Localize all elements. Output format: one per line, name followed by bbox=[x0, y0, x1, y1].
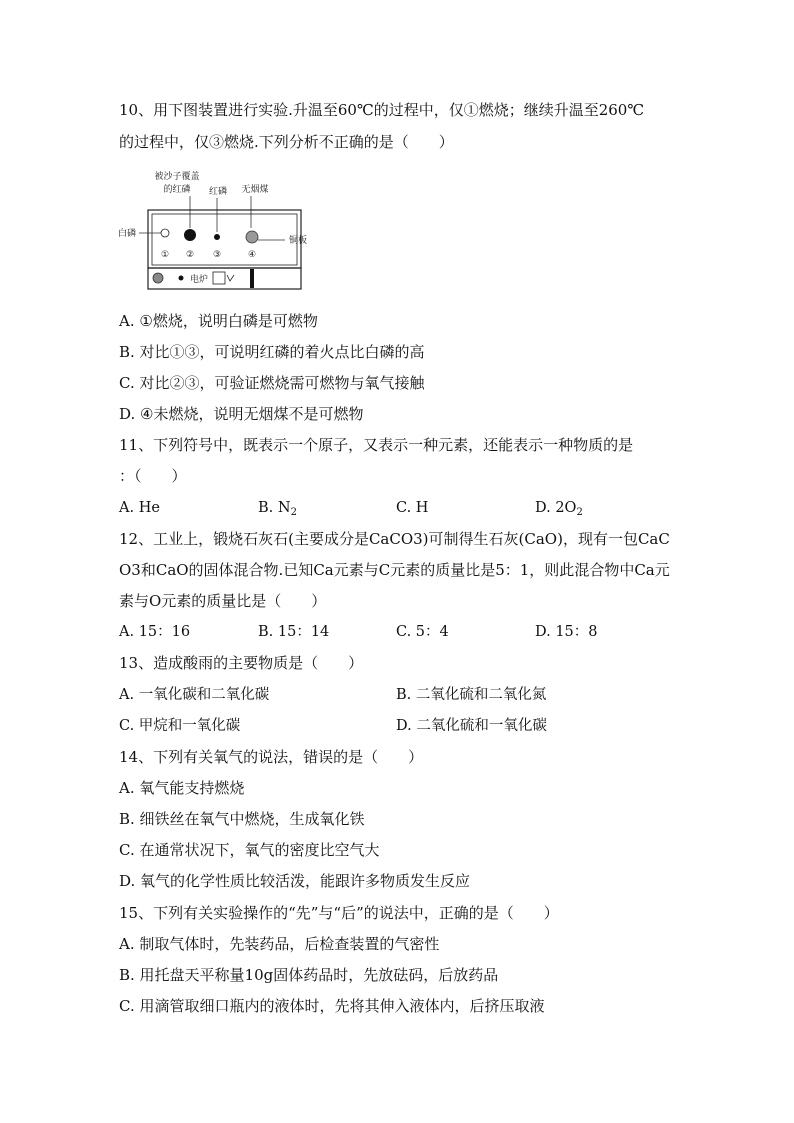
q15-option-b: B. 用托盘天平称量10g固体药品时，先放砝码，后放药品 bbox=[119, 966, 499, 984]
q13-stem: 13、造成酸雨的主要物质是（ ） bbox=[119, 654, 364, 672]
num-1: ① bbox=[160, 250, 170, 260]
stove-knob bbox=[153, 273, 163, 283]
q10-stem-line2: 的过程中，仅③燃烧.下列分析不正确的是（ ） bbox=[119, 133, 454, 151]
q15-option-a: A. 制取气体时，先装药品，后检查装置的气密性 bbox=[119, 935, 440, 953]
label-red-p-covered: 的红磷 bbox=[163, 185, 191, 195]
q10-apparatus-figure bbox=[117, 170, 317, 295]
q11-stem-line2: ：（ ） bbox=[119, 467, 187, 485]
num-3: ③ bbox=[212, 250, 222, 260]
q11-stem-line1: 11、下列符号中，既表示一个原子，又表示一种元素，还能表示一种物质的是 bbox=[119, 436, 634, 454]
q13-option-b: B. 二氧化硫和二氧化氮 bbox=[396, 687, 547, 703]
q10-option-c: C. 对比②③，可验证燃烧需可燃物与氧气接触 bbox=[119, 374, 425, 392]
num-4: ④ bbox=[247, 250, 257, 260]
q10-stem-line1: 10、用下图装置进行实验.升温至60℃的过程中，仅①燃烧；继续升温至260℃ bbox=[119, 101, 645, 119]
q12-option-a: A. 15：16 bbox=[119, 624, 191, 640]
q14-option-a: A. 氧气能支持燃烧 bbox=[119, 779, 245, 797]
label-coal: 无烟煤 bbox=[241, 185, 269, 195]
q12-stem-line2: O3和CaO的固体混合物.已知Ca元素与C元素的质量比是5：1，则此混合物中Ca元 bbox=[119, 561, 670, 579]
q12-stem-line3: 素与O元素的质量比是（ ） bbox=[119, 592, 327, 610]
num-2: ② bbox=[185, 250, 195, 260]
q14-stem: 14、下列有关氧气的说法，错误的是（ ） bbox=[119, 748, 424, 766]
white-phosphorus-dot bbox=[161, 229, 169, 237]
q10-option-d: D. ④未燃烧，说明无烟煤不是可燃物 bbox=[119, 405, 364, 423]
q14-option-b: B. 细铁丝在氧气中燃烧，生成氧化铁 bbox=[119, 810, 365, 828]
covered-red-phosphorus-dot bbox=[184, 229, 196, 241]
q14-option-d: D. 氧气的化学性质比较活泼，能跟许多物质发生反应 bbox=[119, 872, 471, 890]
q12-option-d: D. 15：8 bbox=[535, 624, 598, 640]
anthracite-dot bbox=[246, 231, 258, 243]
q11-option-c: C. H bbox=[396, 500, 429, 516]
q10-option-a: A. ①燃烧，说明白磷是可燃物 bbox=[119, 312, 318, 330]
q12-stem-line1: 12、工业上，锻烧石灰石(主要成分是CaCO3)可制得生石灰(CaO)，现有一包CaC bbox=[119, 530, 670, 548]
label-electric-stove: 电炉 bbox=[190, 275, 209, 285]
q13-option-c: C. 甲烷和一氧化碳 bbox=[119, 718, 241, 734]
red-phosphorus-dot bbox=[214, 234, 220, 240]
q15-stem: 15、下列有关实验操作的“先”与“后”的说法中，正确的是（ ） bbox=[119, 904, 559, 922]
label-copper-plate: 铜板 bbox=[289, 236, 308, 246]
q13-option-a: A. 一氧化碳和二氧化碳 bbox=[119, 687, 270, 703]
q14-option-c: C. 在通常状况下，氧气的密度比空气大 bbox=[119, 841, 380, 859]
label-white-p: 白磷 bbox=[118, 229, 137, 239]
label-sand: 被沙子覆盖 bbox=[154, 172, 200, 182]
label-red-p: 红磷 bbox=[208, 187, 228, 197]
q10-option-b: B. 对比①③，可说明红磷的着火点比白磷的高 bbox=[119, 343, 425, 361]
q11-option-d: D. $2O_2$ bbox=[535, 500, 583, 518]
q11-option-a: A. He bbox=[119, 500, 160, 516]
q12-option-b: B. 15：14 bbox=[258, 624, 330, 640]
q12-option-c: C. 5：4 bbox=[396, 624, 449, 640]
q13-option-d: D. 二氧化硫和一氧化碳 bbox=[396, 718, 547, 734]
q11-option-b: B. $N_2$ bbox=[258, 500, 297, 518]
q15-option-c: C. 用滴管取细口瓶内的液体时，先将其伸入液体内，后挤压取液 bbox=[119, 997, 545, 1015]
